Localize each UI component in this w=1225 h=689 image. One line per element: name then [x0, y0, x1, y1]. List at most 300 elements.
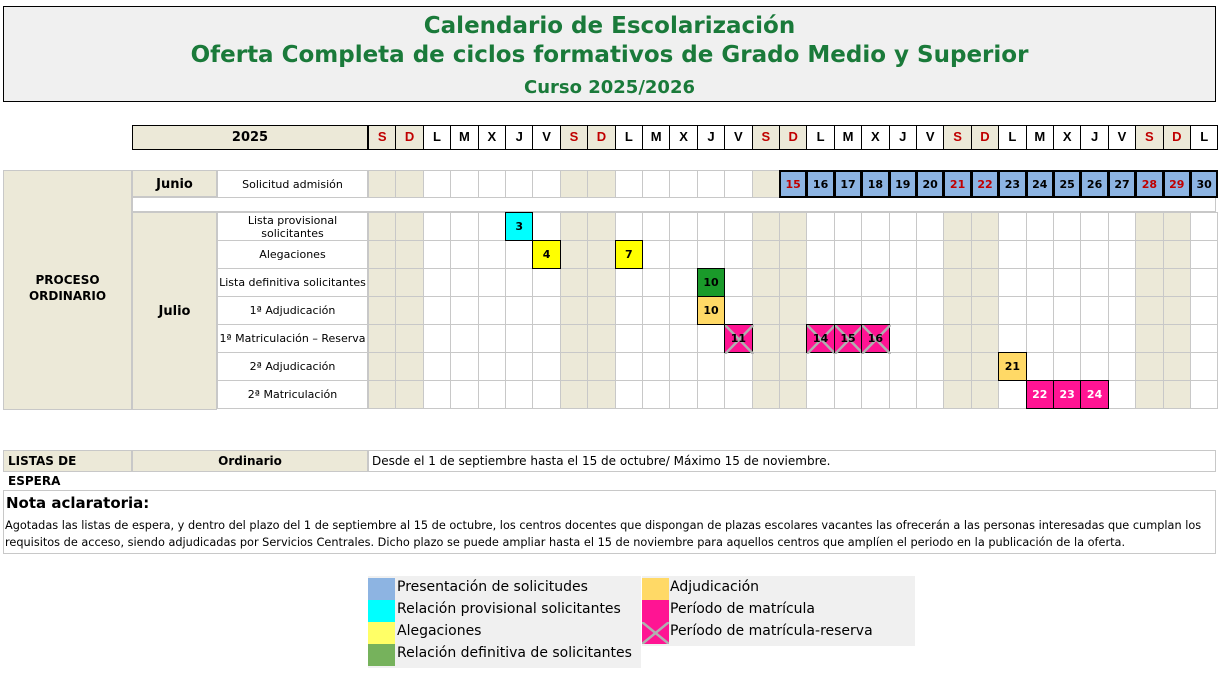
grid-cell: [806, 296, 834, 325]
grid-cell: [587, 324, 615, 353]
grid-cell: [615, 296, 643, 325]
grid-cell: [368, 324, 396, 353]
grid-cell: [395, 268, 423, 297]
july-row-label: 1ª Matriculación – Reserva: [217, 324, 368, 353]
grid-cell: [395, 240, 423, 269]
grid-cell: [779, 212, 807, 241]
grid-cell: [889, 380, 917, 409]
grid-cell: [615, 324, 643, 353]
grid-cell: [478, 212, 506, 241]
cross-mark-icon: [642, 622, 669, 644]
grid-cell: [943, 324, 971, 353]
grid-cell: [1190, 296, 1218, 325]
grid-cell: [1135, 268, 1163, 297]
grid-cell: [971, 352, 999, 381]
grid-cell: [587, 240, 615, 269]
grid-cell: [505, 352, 533, 381]
june-day-27: 27: [1108, 170, 1136, 198]
grid-cell: [998, 296, 1026, 325]
grid-cell: [971, 268, 999, 297]
grid-cell: [806, 268, 834, 297]
grid-cell: [779, 296, 807, 325]
legend-label: Período de matrícula: [670, 601, 816, 617]
listas-label: LISTAS DE ESPERA: [3, 450, 132, 472]
grid-cell: [971, 296, 999, 325]
grid-cell: [450, 352, 478, 381]
event-day-label: 7: [624, 248, 633, 261]
june-day-23: 23: [998, 170, 1026, 198]
event-adjudicacion-21: [998, 352, 1026, 381]
grid-cell: [615, 352, 643, 381]
grid-cell: [669, 212, 697, 241]
event-day-label: 23: [1059, 388, 1075, 401]
grid-cell: [669, 352, 697, 381]
grid-cell: [916, 352, 944, 381]
legend-label: Relación definitiva de solicitantes: [397, 645, 632, 661]
grid-cell: [423, 352, 451, 381]
process-label: PROCESO ORDINARIO: [28, 273, 107, 303]
grid-cell: [998, 268, 1026, 297]
grid-cell: [669, 380, 697, 409]
grid-cell: [560, 170, 588, 198]
grid-cell: [478, 324, 506, 353]
weekday-header-cell: L: [806, 125, 834, 150]
grid-cell: [724, 352, 752, 381]
grid-cell: [1163, 212, 1191, 241]
grid-cell: [669, 324, 697, 353]
grid-cell: [587, 296, 615, 325]
weekday-header-cell: J: [697, 125, 725, 150]
grid-cell: [505, 268, 533, 297]
grid-cell: [752, 324, 780, 353]
grid-cell: [1135, 296, 1163, 325]
grid-cell: [532, 380, 560, 409]
grid-cell: [642, 268, 670, 297]
grid-cell: [450, 268, 478, 297]
grid-cell: [532, 170, 560, 198]
title-line3: Curso 2025/2026: [523, 77, 696, 98]
grid-cell: [615, 268, 643, 297]
grid-cell: [752, 170, 780, 198]
grid-cell: [395, 170, 423, 198]
grid-cell: [560, 268, 588, 297]
grid-cell: [1163, 268, 1191, 297]
grid-cell: [1053, 240, 1081, 269]
weekday-header-cell: L: [998, 125, 1026, 150]
weekday-header-cell: D: [587, 125, 615, 150]
grid-cell: [615, 170, 643, 198]
june-day-17: 17: [834, 170, 862, 198]
month-july: Julio: [132, 212, 217, 410]
event-alegaciones-4: [532, 240, 560, 269]
grid-cell: [395, 324, 423, 353]
grid-cell: [532, 296, 560, 325]
grid-cell: [1163, 240, 1191, 269]
grid-cell: [697, 170, 725, 198]
grid-cell: [1190, 380, 1218, 409]
event-day-label: 22: [1032, 388, 1048, 401]
listas-type: Ordinario: [132, 450, 368, 472]
june-day-30: 30: [1190, 170, 1218, 198]
legend-swatch: [368, 600, 395, 622]
grid-cell: [998, 240, 1026, 269]
grid-cell: [889, 352, 917, 381]
grid-cell: [642, 380, 670, 409]
legend-label: Período de matrícula-reserva: [670, 623, 873, 639]
weekday-header-cell: D: [779, 125, 807, 150]
month-june: Junio: [132, 170, 217, 197]
grid-cell: [532, 324, 560, 353]
grid-cell: [1135, 380, 1163, 409]
grid-cell: [861, 352, 889, 381]
weekday-header-cell: V: [724, 125, 752, 150]
grid-cell: [669, 296, 697, 325]
grid-cell: [971, 380, 999, 409]
grid-cell: [943, 352, 971, 381]
grid-cell: [943, 296, 971, 325]
grid-cell: [423, 296, 451, 325]
grid-cell: [724, 240, 752, 269]
event-day-label: 14: [812, 332, 829, 345]
grid-cell: [450, 212, 478, 241]
legend-label: Alegaciones: [397, 623, 482, 639]
grid-cell: [998, 212, 1026, 241]
grid-cell: [1053, 212, 1081, 241]
weekday-header-cell: X: [1053, 125, 1081, 150]
grid-cell: [423, 240, 451, 269]
grid-cell: [1053, 296, 1081, 325]
grid-cell: [889, 212, 917, 241]
grid-cell: [1108, 240, 1136, 269]
grid-cell: [834, 212, 862, 241]
grid-cell: [368, 268, 396, 297]
weekday-header-cell: L: [615, 125, 643, 150]
june-day-15: 15: [779, 170, 807, 198]
weekday-header-cell: J: [1080, 125, 1108, 150]
legend-swatch: [642, 600, 669, 622]
grid-cell: [752, 352, 780, 381]
weekday-header-cell: M: [642, 125, 670, 150]
july-row-label: 2ª Adjudicación: [217, 352, 368, 381]
grid-cell: [1108, 268, 1136, 297]
grid-cell: [423, 324, 451, 353]
grid-cell: [395, 380, 423, 409]
grid-cell: [1080, 212, 1108, 241]
year-header: 2025: [132, 125, 368, 150]
grid-cell: [1135, 212, 1163, 241]
june-row-label: Solicitud admisión: [217, 170, 368, 198]
event-reserva-11: [724, 324, 752, 353]
event-day-label: 11: [730, 332, 747, 345]
grid-cell: [1026, 296, 1054, 325]
grid-cell: [1190, 240, 1218, 269]
grid-cell: [752, 296, 780, 325]
grid-cell: [943, 380, 971, 409]
event-matricula-24: [1080, 380, 1108, 409]
weekday-header-cell: S: [943, 125, 971, 150]
grid-cell: [1053, 352, 1081, 381]
grid-cell: [806, 240, 834, 269]
weekday-header-cell: M: [450, 125, 478, 150]
grid-cell: [395, 352, 423, 381]
legend-swatch: [368, 622, 395, 644]
grid-cell: [478, 268, 506, 297]
grid-cell: [450, 324, 478, 353]
weekday-header-cell: D: [1163, 125, 1191, 150]
weekday-header-cell: D: [971, 125, 999, 150]
grid-cell: [861, 212, 889, 241]
event-day-label: 24: [1086, 388, 1103, 401]
grid-cell: [1080, 296, 1108, 325]
event-day-label: 16: [867, 332, 884, 345]
grid-cell: [1190, 352, 1218, 381]
event-reserva-14: [806, 324, 834, 353]
grid-cell: [642, 240, 670, 269]
grid-cell: [861, 380, 889, 409]
weekday-header-cell: X: [669, 125, 697, 150]
june-day-28: 28: [1135, 170, 1163, 198]
weekday-header-cell: L: [423, 125, 451, 150]
grid-cell: [587, 212, 615, 241]
june-day-20: 20: [916, 170, 944, 198]
grid-cell: [587, 380, 615, 409]
grid-cell: [1108, 380, 1136, 409]
legend-label: Relación provisional solicitantes: [397, 601, 621, 617]
grid-cell: [943, 212, 971, 241]
grid-cell: [368, 380, 396, 409]
grid-cell: [450, 240, 478, 269]
grid-cell: [1080, 268, 1108, 297]
grid-cell: [478, 240, 506, 269]
legend-swatch: [368, 644, 395, 666]
grid-cell: [724, 212, 752, 241]
grid-cell: [1190, 212, 1218, 241]
weekday-header-cell: M: [1026, 125, 1054, 150]
grid-cell: [1163, 324, 1191, 353]
grid-cell: [889, 240, 917, 269]
grid-cell: [368, 240, 396, 269]
grid-cell: [560, 296, 588, 325]
weekday-header-cell: S: [560, 125, 588, 150]
grid-cell: [423, 380, 451, 409]
grid-cell: [532, 268, 560, 297]
grid-cell: [423, 170, 451, 198]
grid-cell: [423, 212, 451, 241]
weekday-header-cell: M: [834, 125, 862, 150]
june-day-21: 21: [943, 170, 971, 198]
grid-cell: [1080, 240, 1108, 269]
grid-cell: [478, 380, 506, 409]
grid-cell: [752, 380, 780, 409]
weekday-header-cell: X: [478, 125, 506, 150]
june-day-16: 16: [806, 170, 834, 198]
grid-cell: [834, 268, 862, 297]
grid-cell: [752, 240, 780, 269]
grid-cell: [724, 380, 752, 409]
grid-cell: [395, 296, 423, 325]
grid-cell: [642, 212, 670, 241]
event-reserva-16: [861, 324, 889, 353]
grid-cell: [478, 170, 506, 198]
grid-cell: [752, 212, 780, 241]
july-row-label: Lista provisional solicitantes: [217, 212, 368, 241]
grid-cell: [368, 212, 396, 241]
july-row-label: Alegaciones: [217, 240, 368, 269]
june-day-22: 22: [971, 170, 999, 198]
grid-cell: [724, 268, 752, 297]
weekday-header-cell: V: [1108, 125, 1136, 150]
june-day-29: 29: [1163, 170, 1191, 198]
event-reserva-15: [834, 324, 862, 353]
grid-cell: [1190, 268, 1218, 297]
grid-cell: [916, 324, 944, 353]
grid-cell: [1080, 352, 1108, 381]
grid-cell: [1108, 296, 1136, 325]
grid-cell: [1026, 352, 1054, 381]
event-matricula-23: [1053, 380, 1081, 409]
grid-cell: [1135, 240, 1163, 269]
weekday-header-cell: V: [532, 125, 560, 150]
grid-cell: [669, 240, 697, 269]
grid-cell: [697, 212, 725, 241]
grid-cell: [669, 268, 697, 297]
grid-cell: [943, 240, 971, 269]
grid-cell: [395, 212, 423, 241]
grid-cell: [916, 212, 944, 241]
grid-cell: [724, 170, 752, 198]
grid-cell: [1163, 352, 1191, 381]
grid-cell: [916, 240, 944, 269]
grid-cell: [560, 212, 588, 241]
grid-cell: [1163, 296, 1191, 325]
june-day-18: 18: [861, 170, 889, 198]
grid-cell: [1053, 268, 1081, 297]
grid-cell: [1163, 380, 1191, 409]
weekday-header-cell: V: [916, 125, 944, 150]
event-day-label: 10: [703, 276, 719, 289]
event-day-label: 4: [542, 248, 551, 261]
grid-cell: [998, 324, 1026, 353]
grid-cell: [560, 324, 588, 353]
grid-cell: [834, 296, 862, 325]
grid-cell: [1026, 212, 1054, 241]
grid-cell: [478, 296, 506, 325]
grid-cell: [998, 380, 1026, 409]
grid-cell: [1108, 352, 1136, 381]
grid-cell: [889, 296, 917, 325]
weekday-header-cell: J: [505, 125, 533, 150]
grid-cell: [779, 324, 807, 353]
grid-cell: [560, 352, 588, 381]
nota-title: Nota aclaratoria:: [6, 494, 150, 512]
grid-cell: [1108, 324, 1136, 353]
title-line2: Oferta Completa de ciclos formativos de Grado Medio y Superior: [190, 42, 1029, 68]
grid-cell: [1026, 324, 1054, 353]
grid-cell: [806, 212, 834, 241]
grid-cell: [806, 380, 834, 409]
grid-cell: [478, 352, 506, 381]
grid-cell: [560, 240, 588, 269]
grid-cell: [642, 352, 670, 381]
grid-cell: [615, 380, 643, 409]
grid-cell: [971, 240, 999, 269]
grid-cell: [971, 212, 999, 241]
grid-cell: [560, 380, 588, 409]
grid-cell: [971, 324, 999, 353]
grid-cell: [697, 380, 725, 409]
june-day-24: 24: [1026, 170, 1054, 198]
grid-cell: [724, 296, 752, 325]
legend-label: Presentación de solicitudes: [397, 579, 588, 595]
grid-cell: [368, 352, 396, 381]
july-row-label: Lista definitiva solicitantes: [217, 268, 368, 297]
event-definitiva-10: [697, 268, 725, 297]
grid-cell: [368, 170, 396, 198]
weekday-header-cell: S: [368, 125, 396, 150]
grid-cell: [532, 212, 560, 241]
grid-cell: [889, 324, 917, 353]
weekday-header-cell: L: [1190, 125, 1218, 150]
grid-cell: [697, 324, 725, 353]
nota-text: Agotadas las listas de espera, y dentro del plazo del 1 de septiembre al 15 de octubre, los centros docentes que dispongan de plazas escolares vacantes las ofrecerán a las personas interesadas que cumplan los requisitos de acceso, siendo adjudicadas por Servicios Centrales. Dicho plazo se puede ampliar hasta el 15 de noviembre para aquellos centros que amplíen el periodo en la publicación de la oferta.: [5, 519, 1202, 549]
grid-cell: [834, 240, 862, 269]
grid-cell: [1053, 324, 1081, 353]
grid-cell: [368, 296, 396, 325]
grid-cell: [916, 380, 944, 409]
event-day-label: 21: [1004, 360, 1021, 373]
legend-swatch: [642, 578, 669, 600]
title-line1: Calendario de Escolarización: [423, 13, 796, 39]
june-day-25: 25: [1053, 170, 1081, 198]
event-provisional-3: [505, 212, 533, 241]
grid-cell: [642, 170, 670, 198]
grid-cell: [1026, 268, 1054, 297]
event-day-label: 10: [703, 304, 719, 317]
grid-cell: [423, 268, 451, 297]
grid-cell: [1080, 324, 1108, 353]
grid-cell: [505, 170, 533, 198]
july-row-label: 2ª Matriculación: [217, 380, 368, 409]
weekday-header-cell: S: [752, 125, 780, 150]
grid-cell: [450, 296, 478, 325]
june-day-26: 26: [1080, 170, 1108, 198]
grid-cell: [834, 380, 862, 409]
listas-text: Desde el 1 de septiembre hasta el 15 de octubre/ Máximo 15 de noviembre.: [368, 450, 1216, 472]
grid-cell: [1026, 240, 1054, 269]
grid-cell: [1108, 212, 1136, 241]
grid-cell: [532, 352, 560, 381]
grid-cell: [779, 240, 807, 269]
event-alegaciones-7: [615, 240, 643, 269]
june-day-19: 19: [889, 170, 917, 198]
grid-cell: [916, 268, 944, 297]
title-box: [3, 6, 1216, 102]
grid-cell: [861, 268, 889, 297]
grid-cell: [779, 268, 807, 297]
grid-cell: [1135, 324, 1163, 353]
grid-cell: [587, 268, 615, 297]
grid-cell: [505, 240, 533, 269]
legend-label: Adjudicación: [670, 579, 760, 595]
grid-cell: [505, 296, 533, 325]
grid-cell: [834, 352, 862, 381]
grid-cell: [669, 170, 697, 198]
weekday-header-cell: S: [1135, 125, 1163, 150]
grid-cell: [779, 352, 807, 381]
grid-spacer: [132, 197, 1216, 212]
grid-cell: [642, 296, 670, 325]
grid-cell: [615, 212, 643, 241]
